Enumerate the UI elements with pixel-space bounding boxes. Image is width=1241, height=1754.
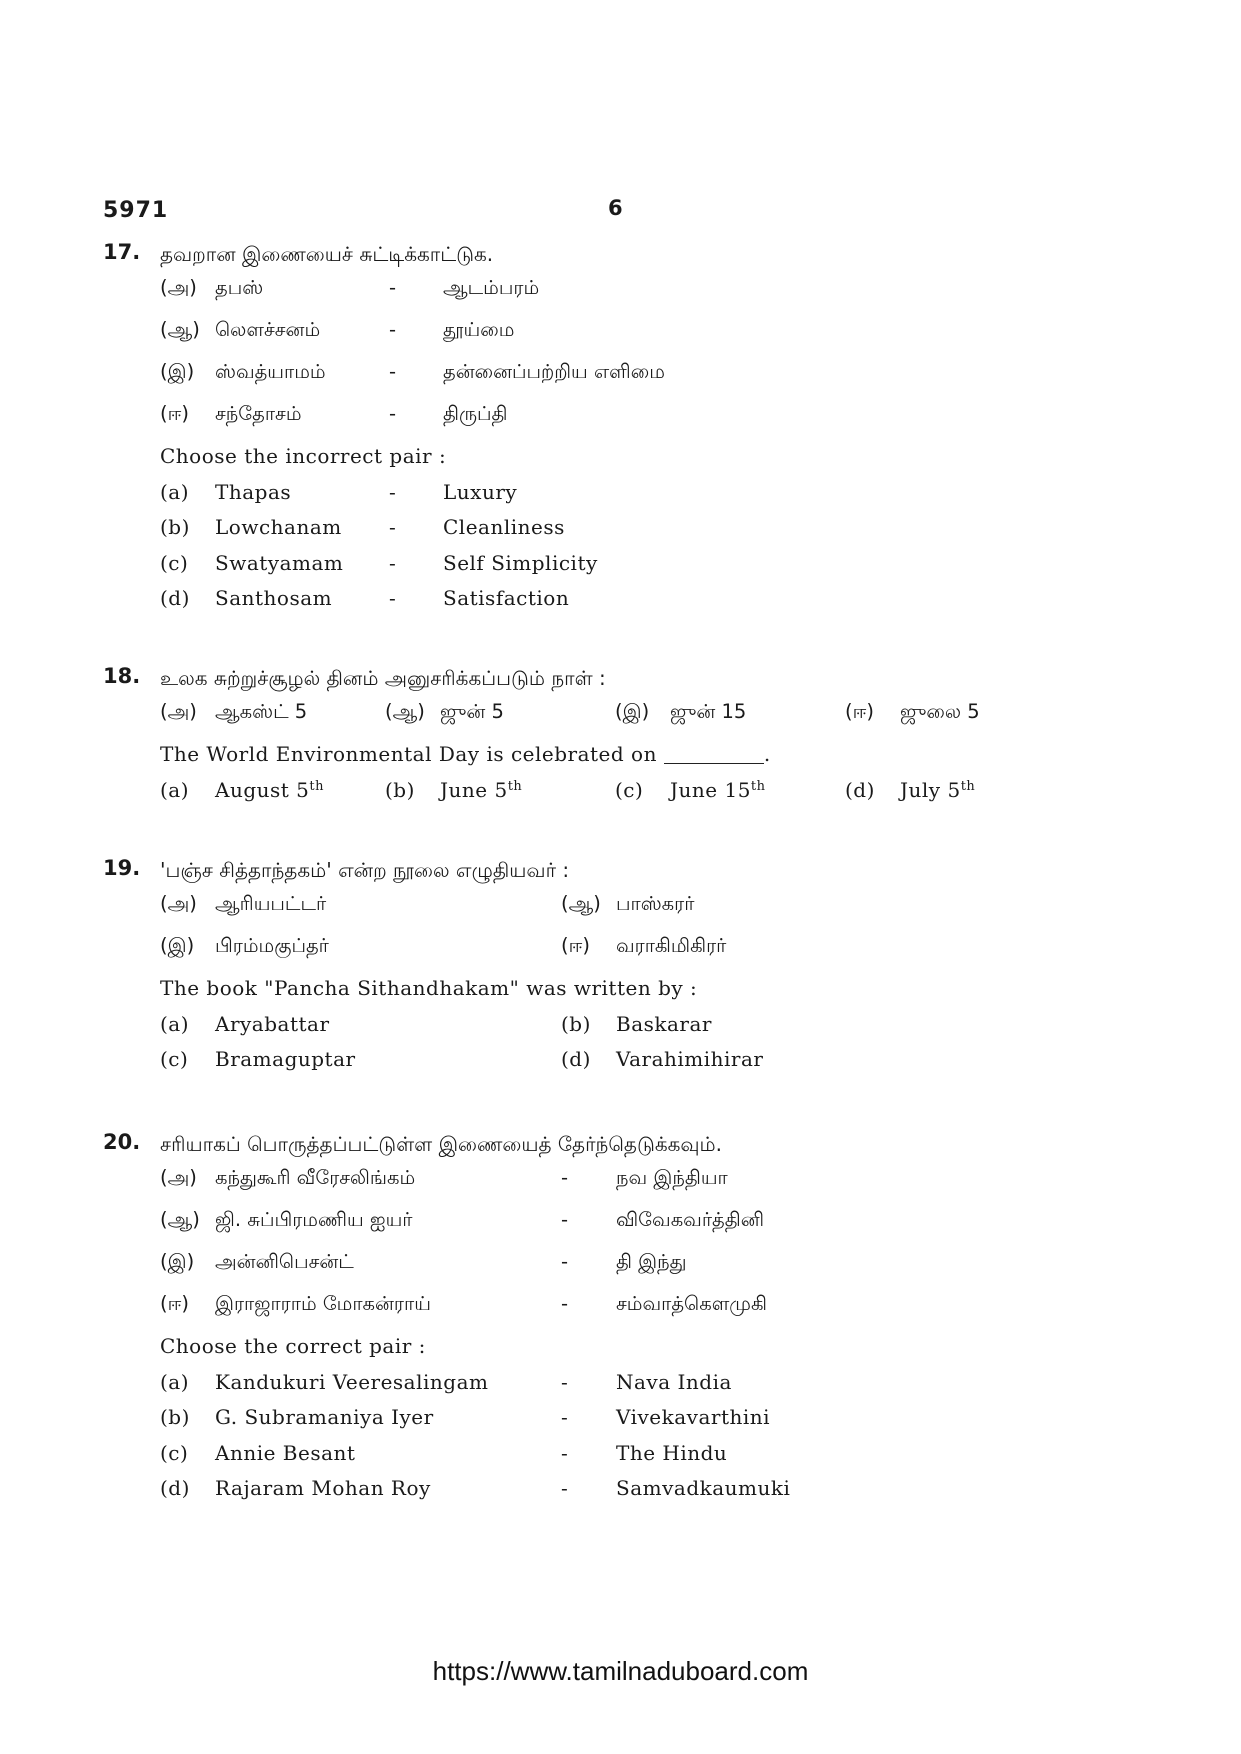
question-text-english: Choose the correct pair : (160, 1334, 426, 1358)
tamil-option: (ஆ) ஜி. சுப்பிரமணிய ஐயர் - விவேகவர்த்தினி (160, 1208, 765, 1231)
english-options-row: (a) Aryabattar (b) Baskarar (160, 1011, 712, 1036)
paper-code: 5971 (103, 198, 169, 223)
english-option: (b) G. Subramaniya Iyer - Vivekavarthini (160, 1405, 771, 1429)
page-number: 6 (608, 196, 623, 220)
tamil-option: (ஈ) இராஜாராம் மோகன்ராய் - சம்வாத்கௌமுகி (160, 1292, 767, 1315)
question-number: 19. (103, 856, 141, 880)
tamil-option: (அ) தபஸ் - ஆடம்பரம் (160, 276, 540, 299)
footer-url: https://www.tamilnaduboard.com (432, 1656, 809, 1686)
english-option: (d) Rajaram Mohan Roy - Samvadkaumuki (160, 1476, 791, 1500)
question-number: 18. (103, 664, 141, 688)
tamil-option: (அ) கந்துகூரி வீரேசலிங்கம் - நவ இந்தியா (160, 1166, 728, 1189)
question-19 (103, 856, 1183, 1083)
english-option: (b) Lowchanam - Cleanliness (160, 515, 565, 539)
question-17 (103, 240, 1183, 622)
question-text-tamil: உலக சுற்றுச்சூழல் தினம் அனுசரிக்கப்படும் நாள் : (160, 666, 606, 690)
english-options-row: (c) Bramaguptar (d) Varahimihirar (160, 1047, 764, 1071)
english-options-row: (a) August 5th (b) June 5th (c) June 15th (d) July 5th (160, 777, 976, 802)
question-text-english: Choose the incorrect pair : (160, 444, 447, 468)
english-option: (c) Annie Besant - The Hindu (160, 1440, 728, 1465)
question-text-english: The book "Pancha Sithandhakam" was written by : (160, 976, 698, 1000)
tamil-option: (ஈ) சந்தோசம் - திருப்தி (160, 402, 508, 425)
question-text-tamil: 'பஞ்ச சித்தாந்தகம்' என்ற நூலை எழுதியவர் : (160, 858, 570, 882)
question-number: 17. (103, 240, 141, 264)
tamil-options-row: (இ) பிரம்மகுப்தர் (ஈ) வராகிமிகிரர் (160, 934, 727, 957)
question-text-tamil: தவறான இணையைச் சுட்டிக்காட்டுக. (160, 242, 494, 266)
english-option: (c) Swatyamam - Self Simplicity (160, 550, 598, 575)
question-text-english: The World Environmental Day is celebrated on . (160, 742, 771, 766)
tamil-options-row: (அ) ஆரியபட்டர் (ஆ) பாஸ்கரர் (160, 892, 695, 915)
answer-blank (664, 745, 764, 764)
question-text-tamil: சரியாகப் பொருத்தப்பட்டுள்ள இணையைத் தேர்ந்தெடுக்கவும். (160, 1132, 722, 1156)
tamil-option: (இ) அன்னிபெசன்ட் - தி இந்து (160, 1250, 687, 1273)
tamil-options-row: (அ) ஆகஸ்ட் 5 (ஆ) ஜுன் 5 (இ) ஜுன் 15 (ஈ) ஜுலை 5 (160, 700, 980, 723)
english-option: (a) Thapas - Luxury (160, 479, 518, 504)
tamil-option: (இ) ஸ்வத்யாமம் - தன்னைப்பற்றிய எளிமை (160, 360, 665, 383)
question-18 (103, 664, 1183, 813)
question-number: 20. (103, 1130, 141, 1154)
tamil-option: (ஆ) லௌச்சனம் - தூய்மை (160, 318, 515, 341)
english-option: (a) Kandukuri Veeresalingam - Nava India (160, 1369, 732, 1394)
question-20 (103, 1130, 1183, 1512)
english-option: (d) Santhosam - Satisfaction (160, 586, 570, 610)
